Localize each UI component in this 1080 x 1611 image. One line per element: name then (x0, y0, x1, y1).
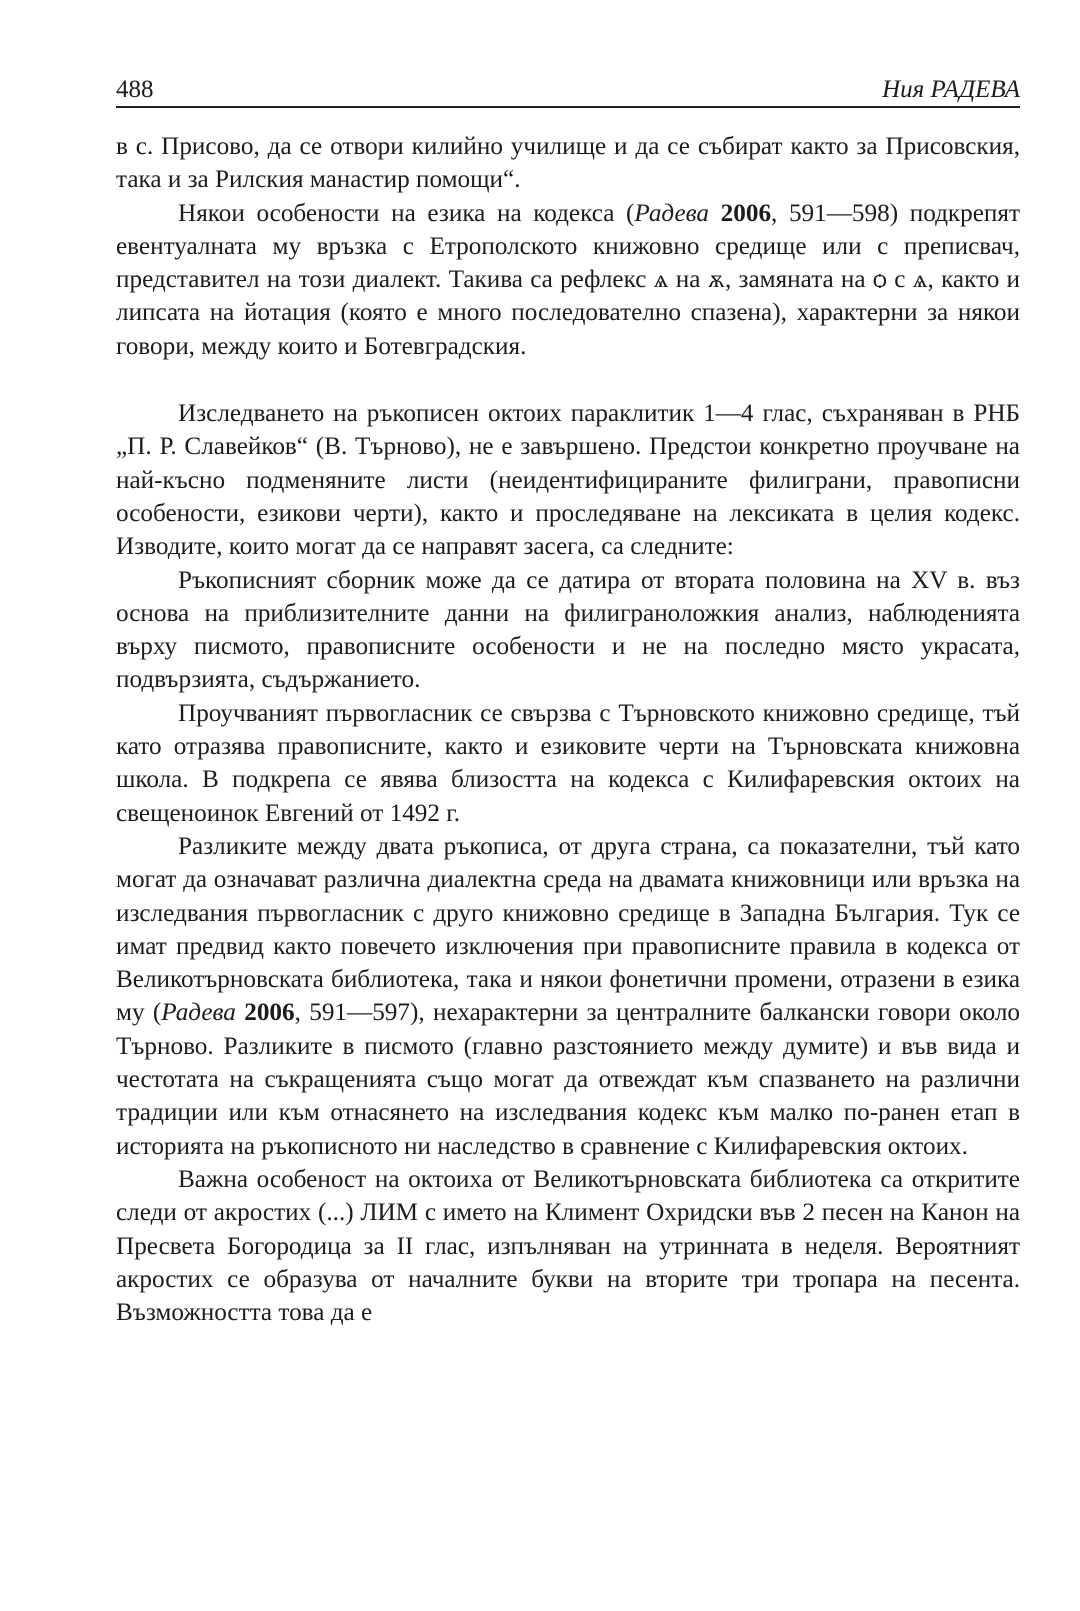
citation-year: 2006 (720, 199, 772, 227)
article-body (116, 130, 1020, 1329)
paragraph (116, 197, 1020, 363)
paragraph: Важна особеност на октоиха от Великотърновската библиотека са откритите следи от акростих (...) ЛИМ с името на Климент Охридски във 2 песен на Канон на Пресвета Богородица за II глас, изпълняван на утринната в неделя. Вероятният акростих се образува от началните букви на вторите три тропара на песента. Възможността това да е (116, 1165, 1020, 1327)
page (116, 70, 1020, 1329)
paragraph-text: , 591—598) подкрепят евентуалната му връзка с Етрополското книжовно средище или с преписвач, представител на този диалект. Такива са рефлекс ѧ на ѫ, замяната на ѻ с ѧ, както и липсата на йотация (която е много последователно спазена), характерни за някои говори, между които и Ботевградския. (116, 199, 1020, 360)
paragraph (116, 830, 1020, 1163)
paragraph: Проучваният първогласник се свързва с Търновското книжовно средище, тъй като отразява правописните, както и езиковите черти на Търновската книжовна школа. В подкрепа се явява близостта на кодекса с Килифаревския октоих на свещеноинок Евгений от 1492 г. (116, 699, 1020, 827)
paragraph-text: Разликите между двата ръкописа, от друга страна, са показателни, тъй като могат да означават различна диалектна среда на двамата книжовници или връзка на изследвания първогласник с друго книжовно средище в Западна България. Тук се имат предвид както повечето изключения при правописните правила в кодекса от Великотърновската библиотека, така и някои фонетични промени, отразени в езика му ( (116, 832, 1020, 1027)
page-number: 488 (116, 76, 154, 103)
paragraph-text: , 591—597), нехарактерни за централните балкански говори около Търново. Разликите в писмото (главно разстоянието между думите) и във вида и честотата на съкращенията също могат да отвеждат към спазването на различни традиции или към отнасянето на изследвания кодекс към малко по-ранен етап в историята на ръкописното ни наследство в сравнение с Килифаревския октоих. (116, 999, 1021, 1160)
paragraph: в с. Присово, да се отвори килийно училище и да се събират както за Присовския, така и за Рилския манастир помощи“. (116, 133, 1020, 194)
running-header (116, 70, 1020, 106)
running-head-author: Ния РАДЕВА (882, 76, 1020, 103)
paragraph-text: Някои особености на езика на кодекса ( (178, 199, 635, 227)
citation-year: 2006 (244, 999, 295, 1027)
paragraph: Изследването на ръкописен октоих параклитик 1—4 глас, съхраняван в РНБ „П. Р. Славейков“ (В. Търново), не е завършено. Предстои конкретно проучване на най-късно подменяните листи (неидентифицираните филиграни, правописни особености, езикови черти), както и проследяване на лексиката в целия кодекс. Изводите, които могат да се направят засега, са следните: (116, 400, 1020, 561)
citation-author: Радева (634, 199, 710, 227)
citation-author: Радева (161, 999, 236, 1027)
paragraph: Ръкописният сборник може да се датира от втората половина на XV в. въз основа на приблизителните данни на филиграноложкия анализ, наблюденията върху писмото, правописните особености и не на последно място украсата, подвързията, съдържанието. (116, 566, 1020, 694)
header-rule (116, 106, 1020, 108)
